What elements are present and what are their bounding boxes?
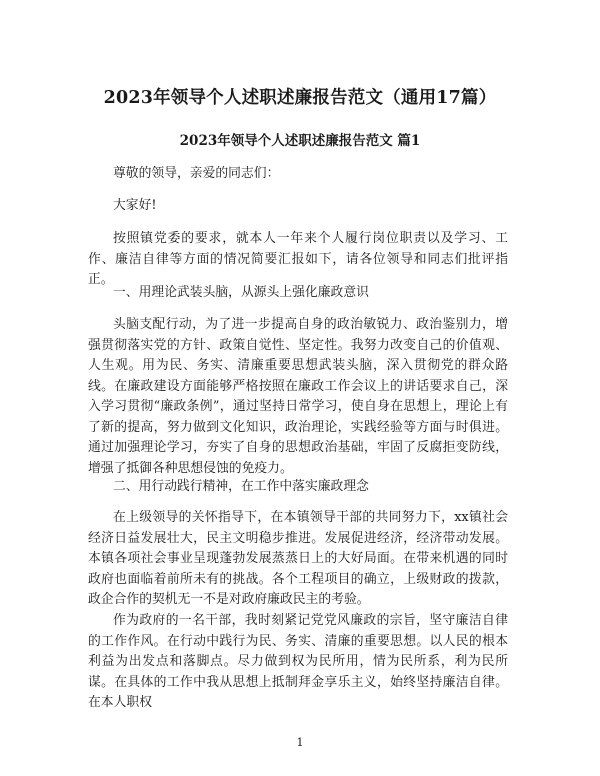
paragraph-greeting: 大家好! (113, 198, 157, 213)
paragraph-part-two-a: 在上级领导的关怀指导下，在本镇领导干部的共同努力下，xx镇社会经济日益发展壮大，民主文明稳步推进。发展促进经济，经济带动发展。本镇各项社会事业呈现蓬勃发展蒸蒸日上的大好局面。在带来机遇的同时政府也面临着前所未有的挑战。各个工程项目的确立，上级财政的拨款，政企合作的契机无一不是对政府廉政民主的考验。 (88, 510, 508, 607)
page-number: 1 (296, 736, 304, 749)
heading-part-two: 二、用行动践行精神，在工作中落实廉政理念 (113, 479, 369, 494)
section-title: 2023年领导个人述职述廉报告范文 篇1 (179, 133, 421, 149)
paragraph-intro: 按照镇党委的要求，就本人一年来个人履行岗位职责以及学习、工作、廉洁自律等方面的情况简要汇报如下，请各位领导和同志们批评指正。 (88, 231, 508, 287)
heading-part-one: 一、用理论武装头脑，从源头上强化廉政意识 (113, 285, 369, 300)
document-title: 2023年领导个人述职述廉报告范文（通用17篇） (103, 88, 497, 108)
paragraph-part-one: 头脑支配行动，为了进一步提高自身的政治敏锐力、政治鉴别力，增强贯彻落实党的方针、政策自觉性、坚定性。我努力改变自己的价值观、人生观。用为民、务实、清廉重要思想武装头脑，深入贯彻党的群众路线。在廉政建设方面能够严格按照在廉政工作会议上的讲话要求自己，深入学习贯彻“廉政条例”，通过坚持日常学习，使自身在思想上，理论上有了新的提高，努力做到文化知识，政治理论，实践经验等方面与时俱进。通过加强理论学习，夯实了自身的思想政治基础，牢固了反腐拒变防线，增强了抵御各种思想侵蚀的免疫力。 (88, 317, 508, 476)
paragraph-salutation: 尊敬的领导，亲爱的同志们： (113, 166, 280, 181)
paragraph-part-two-b: 作为政府的一名干部，我时刻紧记党党风廉政的宗旨，坚守廉洁自律的工作作风。在行动中践行为民、务实、清廉的重要思想。以人民的根本利益为出发点和落脚点。尽力做到权为民所用，情为民所系，利为民所谋。在具体的工作中我从思想上抵制拜金享乐主义，始终坚持廉洁自律。在本人职权 (88, 613, 508, 710)
